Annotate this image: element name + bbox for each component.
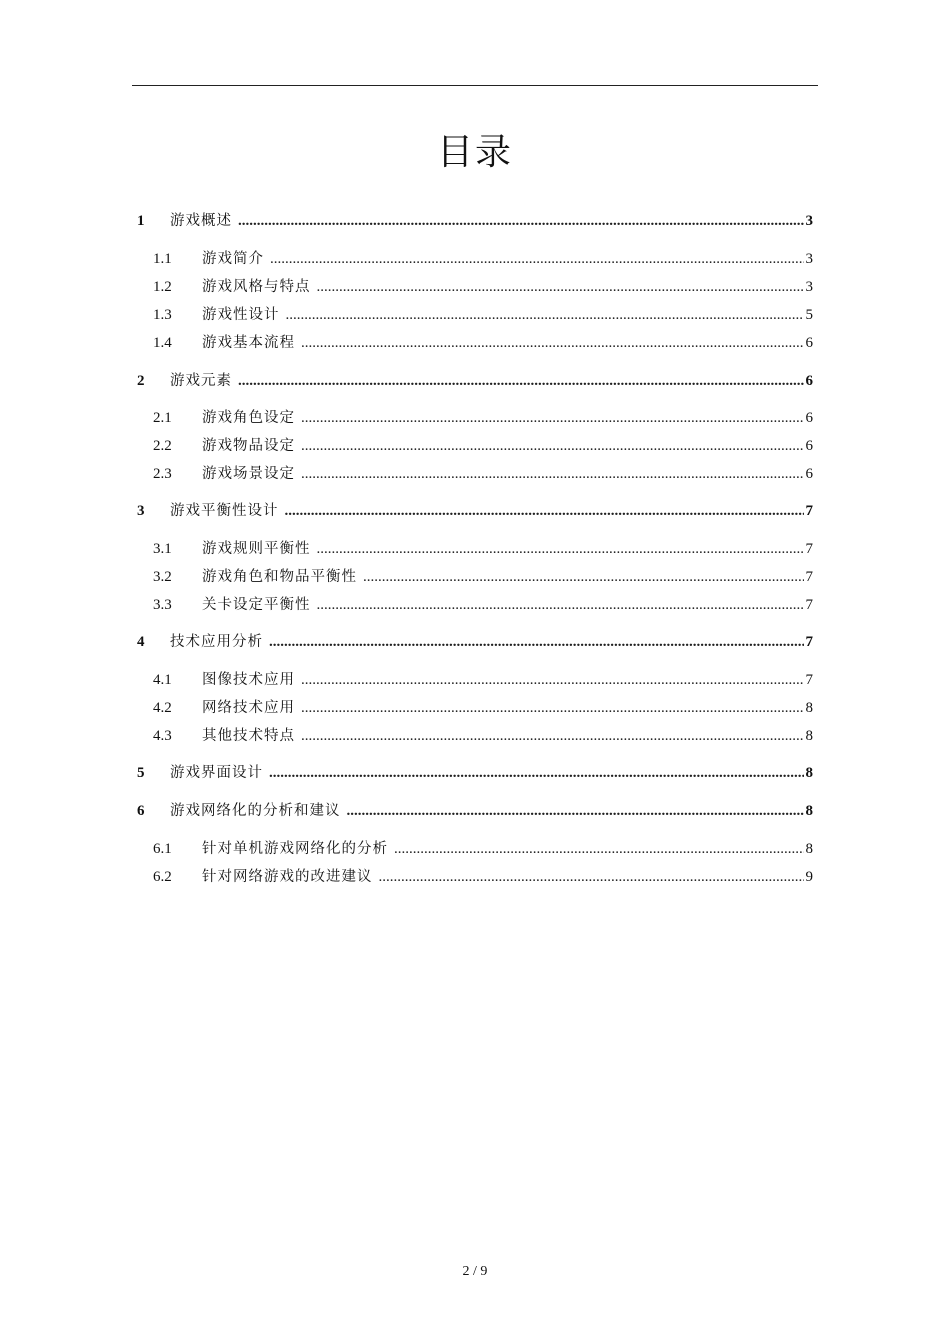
toc-dot-leader	[347, 799, 804, 823]
toc-entry-label: 关卡设定平衡性	[202, 597, 311, 613]
toc-entry-label: 游戏物品设定	[202, 438, 295, 454]
toc-entry-chapter[interactable]	[137, 369, 813, 393]
toc-entry-page-number: 9	[805, 869, 813, 885]
toc-entry-section[interactable]	[137, 406, 813, 430]
toc-dot-leader	[317, 537, 804, 561]
toc-entry-number: 6	[137, 803, 145, 819]
toc-entry-page-number: 7	[805, 634, 813, 650]
toc-entry-number: 1	[137, 213, 145, 229]
toc-entry-page-number: 5	[805, 307, 813, 323]
toc-entry-section[interactable]	[137, 724, 813, 748]
toc-entry-number: 1.1	[153, 251, 172, 267]
toc-entry-page-number: 6	[805, 373, 813, 389]
toc-entry-number: 6.1	[153, 841, 172, 857]
toc-entry-number: 4.3	[153, 728, 172, 744]
toc-entry-number: 2	[137, 373, 145, 389]
toc-dot-leader	[317, 593, 804, 617]
toc-entry-section[interactable]	[137, 668, 813, 692]
toc-entry-page-number: 7	[805, 503, 813, 519]
toc-dot-leader	[269, 630, 804, 654]
toc-entry-label: 游戏界面设计	[170, 765, 263, 781]
toc-entry-number: 1.2	[153, 279, 172, 295]
toc-entry-number: 6.2	[153, 869, 172, 885]
toc-entry-page-number: 8	[805, 765, 813, 781]
toc-entry-section[interactable]	[137, 537, 813, 561]
toc-dot-leader	[301, 696, 804, 720]
toc-entry-section[interactable]	[137, 434, 813, 458]
toc-dot-leader	[238, 369, 804, 393]
toc-dot-leader	[286, 303, 804, 327]
toc-entry-label: 针对网络游戏的改进建议	[202, 869, 373, 885]
toc-dot-leader	[301, 406, 804, 430]
toc-entry-page-number: 3	[805, 279, 813, 295]
toc-entry-label: 游戏规则平衡性	[202, 541, 311, 557]
toc-entry-page-number: 3	[805, 213, 813, 229]
toc-entry-label: 图像技术应用	[202, 672, 295, 688]
toc-entry-chapter[interactable]	[137, 799, 813, 823]
toc-dot-leader	[270, 247, 804, 271]
toc-entry-section[interactable]	[137, 696, 813, 720]
toc-dot-leader	[301, 331, 804, 355]
toc-dot-leader	[363, 565, 804, 589]
toc-entry-section[interactable]	[137, 275, 813, 299]
toc-entry-page-number: 8	[805, 841, 813, 857]
toc-entry-section[interactable]	[137, 303, 813, 327]
toc-entry-section[interactable]	[137, 837, 813, 861]
toc-entry-number: 1.3	[153, 307, 172, 323]
toc-dot-leader	[394, 837, 804, 861]
toc-entry-number: 2.2	[153, 438, 172, 454]
toc-entry-page-number: 6	[805, 466, 813, 482]
toc-entry-section[interactable]	[137, 462, 813, 486]
toc-entry-section[interactable]	[137, 247, 813, 271]
toc-entry-page-number: 8	[805, 803, 813, 819]
toc-entry-number: 4	[137, 634, 145, 650]
toc-entry-page-number: 8	[805, 700, 813, 716]
toc-entry-number: 4.1	[153, 672, 172, 688]
toc-entry-chapter[interactable]	[137, 209, 813, 233]
toc-entry-number: 1.4	[153, 335, 172, 351]
toc-entry-label: 其他技术特点	[202, 728, 295, 744]
toc-entry-section[interactable]	[137, 565, 813, 589]
toc-entry-page-number: 7	[805, 541, 813, 557]
toc-dot-leader	[317, 275, 804, 299]
toc-entry-section[interactable]	[137, 593, 813, 617]
toc-entry-number: 5	[137, 765, 145, 781]
toc-entry-label: 游戏性设计	[202, 307, 280, 323]
toc-entry-number: 2.3	[153, 466, 172, 482]
toc-entry-section[interactable]	[137, 331, 813, 355]
toc-entry-label: 游戏风格与特点	[202, 279, 311, 295]
toc-entry-label: 游戏概述	[170, 213, 232, 229]
toc-entry-label: 游戏场景设定	[202, 466, 295, 482]
toc-entry-chapter[interactable]	[137, 630, 813, 654]
toc-entry-page-number: 7	[805, 597, 813, 613]
toc-dot-leader	[301, 724, 804, 748]
toc-entry-page-number: 6	[805, 438, 813, 454]
toc-entry-number: 2.1	[153, 410, 172, 426]
page-number-footer: 2 / 9	[462, 1264, 488, 1279]
toc-entry-section[interactable]	[137, 865, 813, 889]
toc-entry-label: 游戏元素	[170, 373, 232, 389]
toc-dot-leader	[301, 434, 804, 458]
toc-dot-leader	[301, 668, 804, 692]
toc-entry-page-number: 6	[805, 335, 813, 351]
toc-entry-page-number: 6	[805, 410, 813, 426]
toc-entry-number: 3.3	[153, 597, 172, 613]
toc-entry-chapter[interactable]	[137, 761, 813, 785]
toc-entry-chapter[interactable]	[137, 499, 813, 523]
toc-entry-label: 游戏角色和物品平衡性	[202, 569, 357, 585]
toc-entry-number: 3	[137, 503, 145, 519]
toc-entry-label: 游戏基本流程	[202, 335, 295, 351]
header-rule	[132, 85, 818, 86]
toc-dot-leader	[238, 209, 804, 233]
toc-dot-leader	[301, 462, 804, 486]
toc-entry-label: 游戏网络化的分析和建议	[170, 803, 341, 819]
toc-entry-page-number: 3	[805, 251, 813, 267]
toc-entry-page-number: 7	[805, 569, 813, 585]
toc-entry-label: 游戏平衡性设计	[170, 503, 279, 519]
toc-dot-leader	[269, 761, 804, 785]
toc-entry-label: 游戏简介	[202, 251, 264, 267]
toc-dot-leader	[285, 499, 804, 523]
toc-entry-label: 游戏角色设定	[202, 410, 295, 426]
toc-entry-page-number: 8	[805, 728, 813, 744]
toc-title: 目录	[436, 132, 513, 173]
toc-entry-number: 3.2	[153, 569, 172, 585]
toc-entry-number: 4.2	[153, 700, 172, 716]
toc-entry-label: 网络技术应用	[202, 700, 295, 716]
toc-entry-label: 针对单机游戏网络化的分析	[202, 841, 388, 857]
toc-entry-number: 3.1	[153, 541, 172, 557]
toc-dot-leader	[379, 865, 804, 889]
toc-entry-label: 技术应用分析	[170, 634, 263, 650]
toc-entry-page-number: 7	[805, 672, 813, 688]
